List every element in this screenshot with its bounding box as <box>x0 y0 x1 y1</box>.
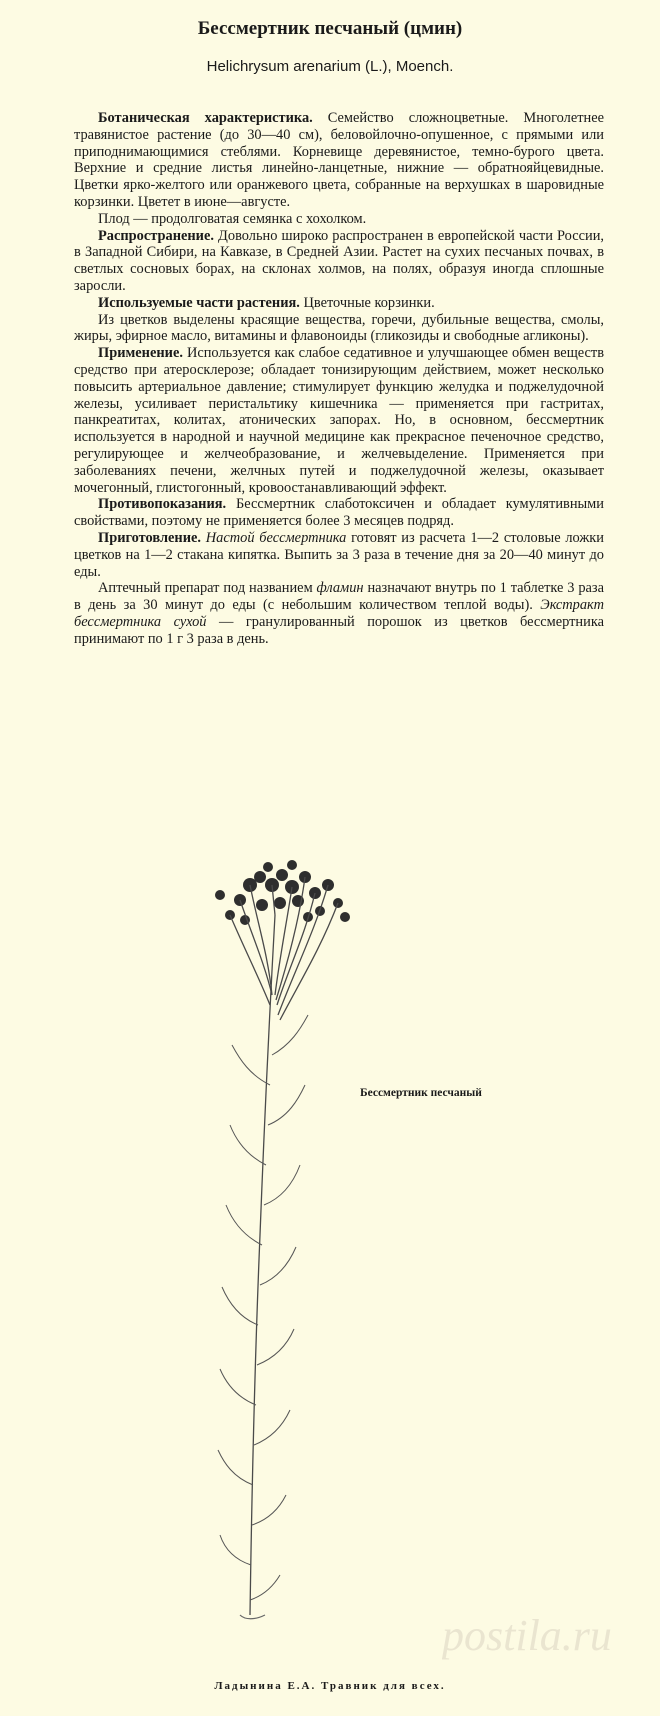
heading-distribution: Распространение. <box>98 227 214 244</box>
text-pharmacy-2: назначают внутрь по 1 таблетке 3 раза в день за 30 минут до еды (с небольшим количеством теплой воды). <box>74 580 604 614</box>
heading-contraindications: Противопоказания. <box>98 496 227 513</box>
flower-heads <box>215 860 350 925</box>
text-pharmacy-3: — гранулированный порошок из цветков бессмертника принимают по 1 г 3 раза в день. <box>74 613 604 647</box>
text-contraindications: Бессмертник слаботоксичен и обладает кумулятивными свойствами, поэтому не применяется более 3 месяцев подряд. <box>74 496 604 530</box>
italic-infusion: Настой бессмертника <box>205 529 347 546</box>
latin-name: Helichrysum arenarium (L.), Moench. <box>206 58 454 75</box>
text-distribution: Довольно широко распространен в европейской части России, в Западной Сибири, на Кавказе, в Средней Азии. Растет на сухих песчаных почвах, в светлых сосновых борах, на склонах холмов, на полях, образуя иногда сплошные заросли. <box>74 227 604 294</box>
heading-preparation: Приготовление. <box>98 529 201 546</box>
italic-flamin: фламин <box>316 580 364 597</box>
section-contraindications <box>74 496 604 530</box>
section-botanical <box>74 110 604 211</box>
heading-parts: Используемые части растения. <box>98 294 300 311</box>
illustration-caption: Бессмертник песчаный <box>360 1087 482 1099</box>
plant-illustration <box>180 855 380 1655</box>
text-preparation: готовят из расчета 1—2 столовые ложки цветков на 1—2 стакана кипятка. Выпить за 3 раза в течение дня за 20—40 минут до еды. <box>74 529 604 580</box>
root-base <box>240 1615 265 1619</box>
heading-application: Применение. <box>98 345 183 362</box>
heading-botanical: Ботаническая характеристика. <box>98 110 313 126</box>
section-pharmacy <box>74 580 604 647</box>
page-title: Бессмертник песчаный (цмин) <box>197 18 463 39</box>
footer-citation: Ладынина Е.А. Травник для всех. <box>214 1680 446 1692</box>
text-botanical: Семейство сложноцветные. Многолетнее травянистое растение (до 30—40 см), беловойлочно-опушенное, с прямыми или приподнимающимися стеблями. Корневище деревянистое, темно-бурого цвета. Верхние и средние листья линейно-ланцетные, нижние — обратнояйцевидные. Цветки ярко-желтого или оранжевого цвета, собранные на верхушках в шаровидные корзинки. Цветет в июне—августе. <box>74 110 604 210</box>
article-body <box>74 110 604 648</box>
section-application <box>74 345 604 496</box>
section-preparation <box>74 530 604 580</box>
text-pharmacy-1: Аптечный препарат под названием <box>98 580 317 597</box>
section-fruit: Плод — продолговатая семянка с хохолком. <box>98 210 367 227</box>
text-parts: Цветочные корзинки. <box>299 294 435 311</box>
section-composition: Из цветков выделены красящие вещества, горечи, дубильные вещества, смолы, жиры, эфирное масло, витамины и флавоноиды (гликозиды и свободные агликоны). <box>74 311 604 345</box>
section-parts <box>74 295 604 312</box>
watermark-logo <box>442 1602 642 1672</box>
italic-extract: Экстракт бессмертника сухой <box>74 597 604 630</box>
text-application: Используется как слабое седативное и улучшающее обмен веществ средство при атеросклерозе; обладает тонизирующим действием, может несколько повысить артериальное давление; стимулирует функцию желудка и поджелудочной железы, усиливает перистальтику кишечника — применяется при гастритах, панкреатитах, колитах, атонических запорах. Но, в основном, бессмертник используется в народной и научной медицине как прекрасное печеночное средство, регулирующее и желчеобразование, и желчевыделение. Применяется при заболеваниях печени, желчных путей и поджелудочной железы, оказывает мочегонный, глистогонный, кровоостанавливающий эффект. <box>74 345 604 496</box>
section-distribution <box>74 228 604 295</box>
leaves <box>218 1015 308 1600</box>
stems <box>230 877 338 1615</box>
svg-text:postila.ru: postila.ru <box>442 1611 612 1660</box>
